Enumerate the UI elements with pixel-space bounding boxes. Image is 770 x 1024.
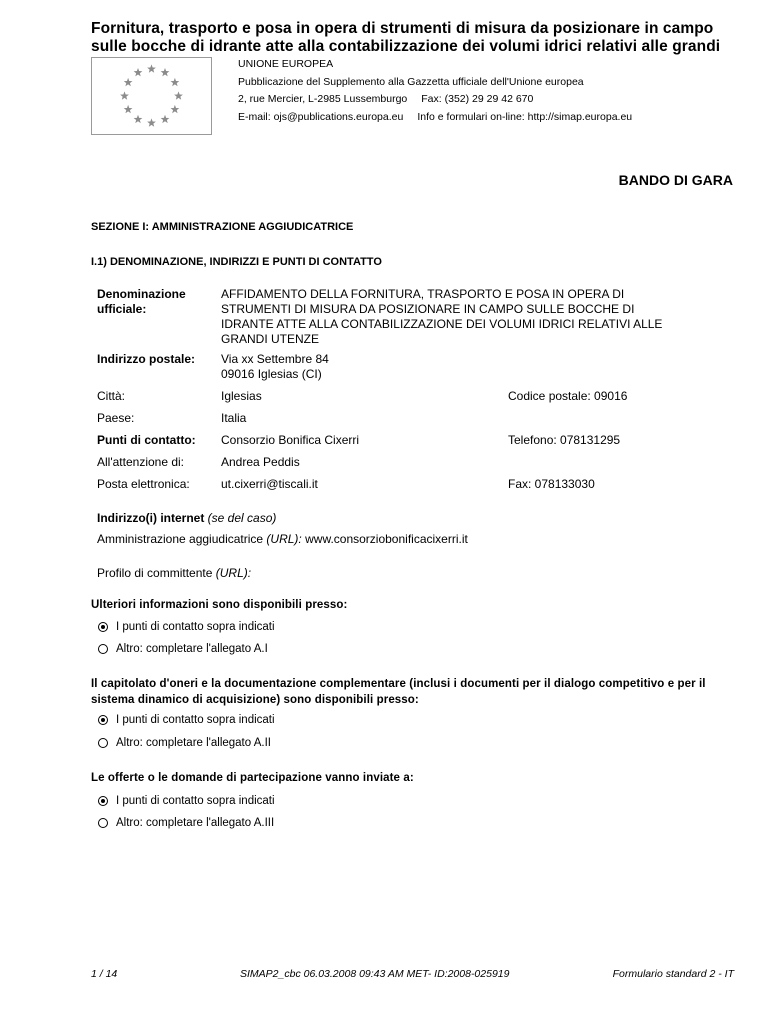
flag-star	[161, 115, 170, 123]
flag-star	[171, 105, 180, 113]
section-subtitle: I.1) DENOMINAZIONE, INDIRIZZI E PUNTI DI CONTATTO	[91, 256, 382, 268]
flag-star	[161, 68, 170, 76]
q3-option-1[interactable]	[98, 795, 275, 807]
q3-option-1-label: I punti di contatto sopra indicati	[116, 795, 275, 807]
punti-label: Punti di contatto:	[97, 433, 196, 447]
footer-meta: SIMAP2_cbc 06.03.2008 09:43 AM MET- ID:2008-025919	[240, 968, 510, 980]
citta-value: Iglesias	[221, 389, 262, 403]
flag-star	[120, 91, 129, 99]
radio-unselected-icon[interactable]	[98, 738, 108, 748]
q1-option-1[interactable]	[98, 621, 275, 633]
eu-flag-icon	[91, 57, 212, 135]
amm-url-note: (URL):	[266, 532, 302, 546]
paese-label: Paese:	[97, 411, 135, 425]
flag-star	[147, 118, 156, 126]
question-1: Ulteriori informazioni sono disponibili presso:	[91, 599, 348, 611]
radio-unselected-icon[interactable]	[98, 644, 108, 654]
fax: Fax: 078133030	[508, 477, 595, 491]
q2-option-1-label: I punti di contatto sopra indicati	[116, 714, 275, 726]
denominazione-value	[221, 287, 662, 347]
flag-star	[134, 115, 143, 123]
punti-value: Consorzio Bonifica Cixerri	[221, 433, 360, 447]
section-title: SEZIONE I: AMMINISTRAZIONE AGGIUDICATRICE	[91, 221, 354, 233]
indirizzo-value	[221, 352, 329, 382]
eu-email: E-mail: ojs@publications.europa.eu	[238, 110, 404, 123]
q3-option-2[interactable]	[98, 817, 274, 829]
flag-star	[174, 91, 183, 99]
eu-contact-line	[238, 109, 632, 127]
eu-info: Info e formulari on-line: http://simap.europa.eu	[417, 110, 633, 123]
telefono: Telefono: 078131295	[508, 433, 621, 447]
q2-option-1[interactable]	[98, 714, 275, 726]
internet-heading-text: Indirizzo(i) internet	[97, 511, 205, 525]
indirizzo-label: Indirizzo postale:	[97, 352, 196, 366]
eu-publisher-block	[238, 56, 632, 126]
amm-url-link[interactable]: www.consorziobonificacixerri.it	[305, 532, 468, 546]
radio-selected-icon[interactable]	[98, 715, 108, 725]
eu-address: 2, rue Mercier, L-2985 Lussemburgo	[238, 93, 408, 105]
eu-address-line	[238, 91, 632, 109]
document-type: BANDO DI GARA	[618, 172, 733, 188]
email-link[interactable]: ut.cixerri@tiscali.it	[221, 477, 318, 491]
footer-form: Formulario standard 2 - IT	[612, 968, 734, 980]
q2-option-2[interactable]	[98, 737, 271, 749]
page-number: 1 / 14	[91, 968, 118, 980]
posta-label: Posta elettronica:	[97, 477, 190, 491]
radio-unselected-icon[interactable]	[98, 818, 108, 828]
radio-selected-icon[interactable]	[98, 796, 108, 806]
denominazione-line: IDRANTE ATTE ALLA CONTABILIZZAZIONE DEI VOLUMI IDRICI RELATIVI ALLE	[221, 317, 663, 331]
indirizzo-line-2: 09016 Iglesias (CI)	[221, 367, 322, 381]
citta-label: Città:	[97, 389, 126, 403]
q1-option-1-label: I punti di contatto sopra indicati	[116, 621, 275, 633]
q2-option-2-label: Altro: completare l'allegato A.II	[116, 737, 271, 749]
q3-option-2-label: Altro: completare l'allegato A.III	[116, 817, 275, 829]
amm-url-row	[97, 532, 468, 547]
denominazione-line: GRANDI UTENZE	[221, 332, 320, 346]
internet-heading	[97, 511, 276, 526]
q1-option-2-label: Altro: completare l'allegato A.I	[116, 643, 268, 655]
attenzione-label: All'attenzione di:	[97, 455, 185, 469]
profilo-url-note: (URL):	[215, 566, 252, 580]
flag-star	[171, 78, 180, 86]
flag-star	[134, 68, 143, 76]
q1-option-2[interactable]	[98, 643, 268, 655]
denominazione-label	[97, 287, 186, 317]
attenzione-value: Andrea Peddis	[221, 455, 300, 469]
amm-label: Amministrazione aggiudicatrice	[97, 532, 264, 546]
eu-publication: Pubblicazione del Supplemento alla Gazzetta ufficiale dell'Unione europea	[238, 75, 584, 88]
question-3: Le offerte o le domande di partecipazione vanno inviate a:	[91, 772, 414, 784]
denominazione-line: STRUMENTI DI MISURA DA POSIZIONARE IN CAMPO SULLE BOCCHE DI	[221, 302, 635, 316]
denominazione-label-1: Denominazione	[97, 287, 186, 301]
profilo-row	[97, 566, 251, 581]
eu-fax: Fax: (352) 29 29 42 670	[421, 93, 534, 105]
flag-star	[147, 64, 156, 72]
paese-value: Italia	[221, 411, 247, 425]
eu-name: UNIONE EUROPEA	[238, 58, 334, 70]
document-title: Fornitura, trasporto e posa in opera di strumenti di misura da posizionare in campo sulle bocche di idrante atte alla contabilizzazione dei volumi idrici relativi alle grandi	[91, 20, 721, 55]
profilo-label: Profilo di committente	[97, 566, 213, 580]
flag-star	[124, 78, 133, 86]
flag-star	[124, 105, 133, 113]
question-2: Il capitolato d'oneri e la documentazione complementare (inclusi i documenti per il dialogo competitivo e per il sistema dinamico di acquisizione) sono disponibili presso:	[91, 678, 706, 706]
indirizzo-line-1: Via xx Settembre 84	[221, 352, 329, 366]
internet-heading-note: (se del caso)	[207, 511, 277, 525]
codice-postale: Codice postale: 09016	[508, 389, 628, 403]
denominazione-line: AFFIDAMENTO DELLA FORNITURA, TRASPORTO E POSA IN OPERA DI	[221, 287, 625, 301]
denominazione-label-2: ufficiale:	[97, 302, 147, 316]
radio-selected-icon[interactable]	[98, 622, 108, 632]
